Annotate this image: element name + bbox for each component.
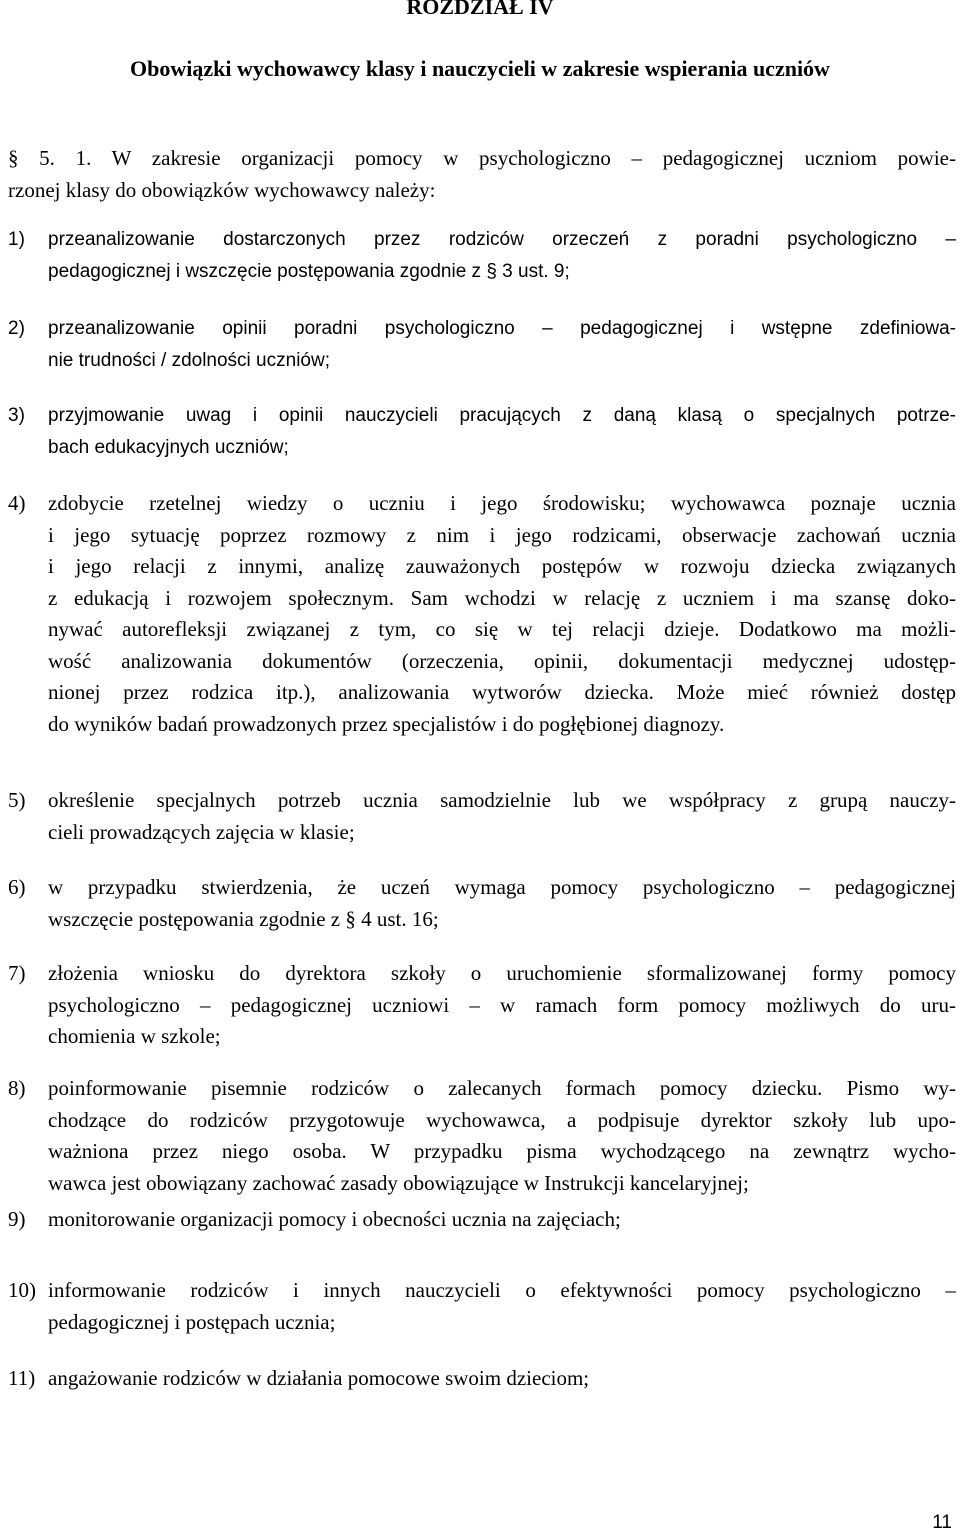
list-item	[8, 488, 956, 740]
page-number: 11	[932, 1512, 952, 1533]
chapter-heading: ROZDZIAŁ IV	[406, 0, 554, 19]
list-item-line: psychologiczno – pedagogicznej uczniowi – w ramach form pomocy możliwych do uru-	[48, 992, 956, 1017]
list-item-number: 11)	[8, 1366, 36, 1390]
list-item-line: nywać autorefleksji związanej z tym, co się w tej relacji dzieje. Dodatkowo ma możli-	[48, 617, 956, 641]
list-item	[8, 1204, 956, 1236]
list-item-line: zdobycie rzetelnej wiedzy o uczniu i jego środowisku; wychowawca poznaje ucznia	[48, 491, 956, 515]
list-item-number: 8)	[8, 1076, 26, 1100]
list-item-number: 1)	[8, 229, 25, 250]
list-item-line: i jego relacji z innymi, analizę zauważonych postępów w rozwoju dziecka związanych	[48, 554, 956, 578]
list-item-line: bach edukacyjnych uczniów;	[48, 436, 289, 458]
list-item-number: 3)	[8, 405, 25, 426]
list-item-number: 10)	[8, 1278, 36, 1302]
list-item	[8, 224, 956, 287]
list-item-line: przyjmowanie uwag i opinii nauczycieli pracujących z daną klasą o specjalnych potrze-	[48, 405, 956, 426]
list-item-number: 4)	[8, 491, 26, 515]
list-item-line: określenie specjalnych potrzeb ucznia samodzielnie lub we współpracy z grupą nauczy-	[48, 788, 956, 812]
list-item-line: nionej przez rodzica itp.), analizowania wytworów dziecka. Może mieć również dostęp	[48, 680, 956, 704]
list-item-text	[48, 1275, 956, 1338]
list-item-number: 2)	[8, 318, 25, 339]
list-item-text	[48, 313, 956, 376]
list-item	[8, 872, 956, 935]
list-item-line: w przypadku stwierdzenia, że uczeń wymaga pomocy psychologiczno – pedagogicznej	[48, 875, 956, 899]
list-item-line: monitorowanie organizacji pomocy i obecności ucznia na zajęciach;	[48, 1207, 621, 1231]
list-item-text	[48, 1204, 956, 1236]
list-item-line: i jego sytuację poprzez rozmowy z nim i jego rodzicami, obserwacje zachowań ucznia	[48, 522, 956, 547]
list-item-line: pedagogicznej i postępach ucznia;	[48, 1309, 336, 1334]
list-item-line: cieli prowadzących zajęcia w klasie;	[48, 819, 355, 844]
list-item-text	[48, 1363, 956, 1395]
intro-line: rzonej klasy do obowiązków wychowawcy należy:	[8, 178, 436, 202]
list-item-line: do wyników badań prowadzonych przez specjalistów i do pogłębionej diagnozy.	[48, 711, 725, 736]
list-item	[8, 1073, 956, 1199]
list-item-number: 9)	[8, 1207, 26, 1231]
list-item-text	[48, 400, 956, 463]
list-item-number: 5)	[8, 788, 26, 812]
list-item-line: wawca jest obowiązany zachować zasady obowiązujące w Instrukcji kancelaryjnej;	[48, 1170, 749, 1195]
intro-paragraph	[8, 142, 956, 206]
list-item-text	[48, 224, 956, 287]
list-item	[8, 313, 956, 376]
list-item	[8, 785, 956, 848]
list-item-number: 7)	[8, 961, 26, 985]
list-item-line: ważniona przez niego osoba. W przypadku pisma wychodzącego na zewnątrz wycho-	[48, 1139, 956, 1163]
list-item-line: wość analizowania dokumentów (orzeczenia, opinii, dokumentacji medycznej udostęp-	[48, 648, 956, 673]
list-item-line: poinformowanie pisemnie rodziców o zalecanych formach pomocy dziecku. Pismo wy-	[48, 1076, 956, 1100]
list-item-text	[48, 958, 956, 1053]
list-item-text	[48, 872, 956, 935]
list-item-line: z edukacją i rozwojem społecznym. Sam wchodzi w relację z uczniem i ma szansę doko-	[48, 585, 956, 610]
list-item-text	[48, 1073, 956, 1199]
list-item-line: informowanie rodziców i innych nauczycieli o efektywności pomocy psychologiczno –	[48, 1278, 956, 1302]
list-item-number: 6)	[8, 875, 26, 899]
list-item	[8, 1275, 956, 1338]
list-item-text	[48, 488, 956, 740]
list-item-line: chodzące do rodziców przygotowuje wychowawca, a podpisuje dyrektor szkoły lub upo-	[48, 1107, 956, 1132]
list-item-line: złożenia wniosku do dyrektora szkoły o uruchomienie sformalizowanej formy pomocy	[48, 961, 956, 985]
list-item-line: chomienia w szkole;	[48, 1024, 221, 1048]
list-item-line: przeanalizowanie opinii poradni psychologiczno – pedagogicznej i wstępne zdefiniowa-	[48, 318, 956, 339]
intro-line: § 5. 1. W zakresie organizacji pomocy w psychologiczno – pedagogicznej uczniom powie-	[8, 146, 956, 170]
list-item-text	[48, 785, 956, 848]
list-item	[8, 400, 956, 463]
list-item-line: angażowanie rodziców w działania pomocowe swoim dzieciom;	[48, 1366, 590, 1390]
list-item-line: wszczęcie postępowania zgodnie z § 4 ust. 16;	[48, 906, 439, 931]
list-item-line: nie trudności / zdolności uczniów;	[48, 349, 330, 371]
list-item	[8, 958, 956, 1053]
list-item-line: przeanalizowanie dostarczonych przez rodziców orzeczeń z poradni psychologiczno –	[48, 229, 956, 250]
list-item	[8, 1363, 956, 1395]
list-item-line: pedagogicznej i wszczęcie postępowania zgodnie z § 3 ust. 9;	[48, 260, 570, 282]
section-title: Obowiązki wychowawcy klasy i nauczycieli w zakresie wspierania uczniów	[130, 56, 830, 81]
